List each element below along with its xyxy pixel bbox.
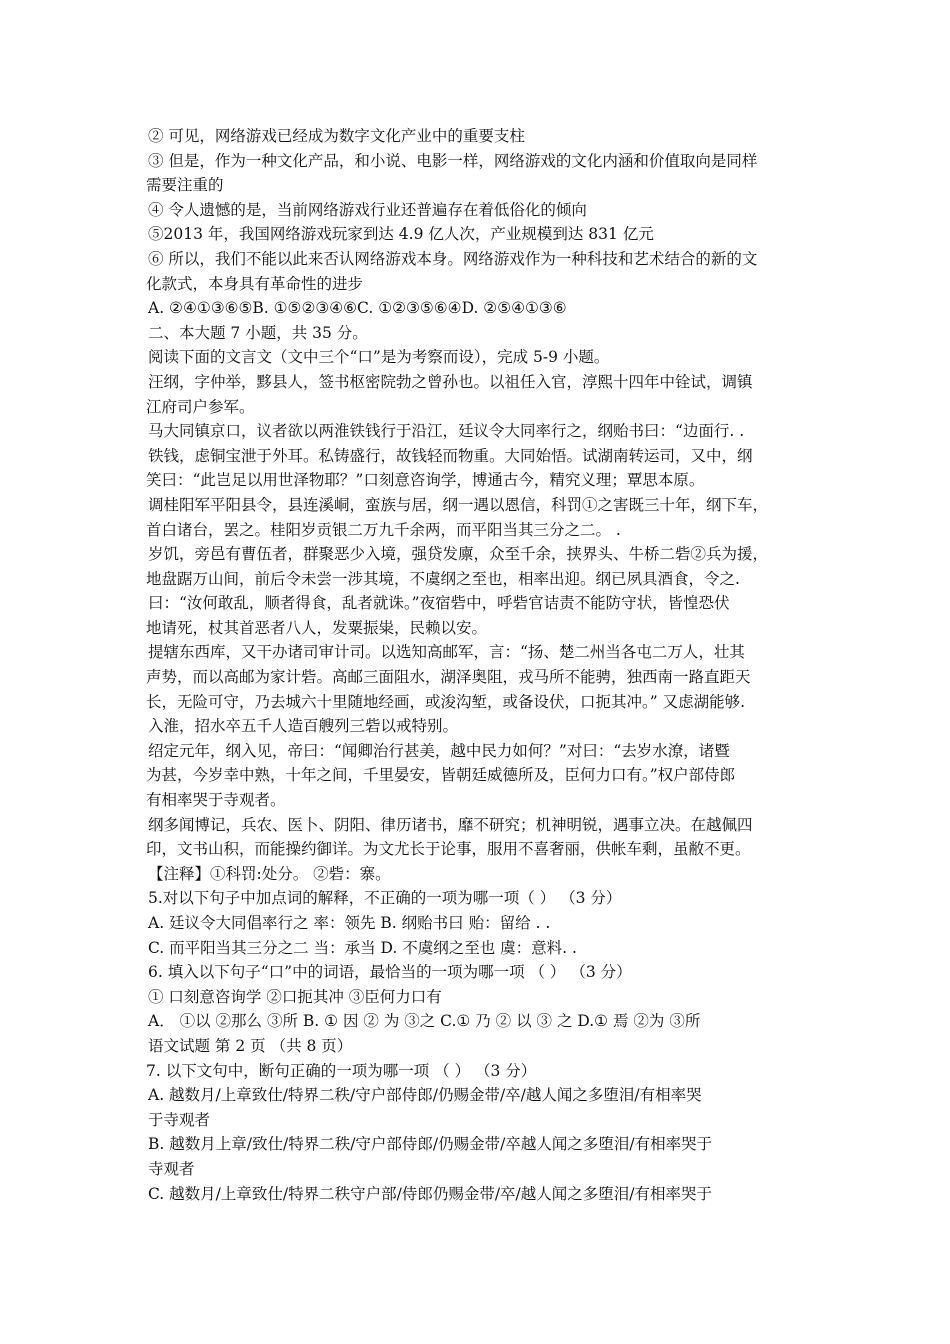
text-line-l25: 入淮，招水卒五千人造百艘列三砦以戒特别。 [148,717,459,736]
document-page [146,124,826,1206]
text-line-l33: A. 廷议令大同倡率行之 率：领先 B. 纲贻书曰 贻：留给 . . [148,914,551,932]
text-line-l27: 为甚，今岁幸中熟，十年之间，千里晏安，皆朝廷威德所及，臣何力口有。”权户部侍郎 [146,766,736,785]
text-line-l35: 6. 填入以下句子“口”中的词语，最恰当的一项为哪一项 （ ） （3 分） [148,963,632,982]
text-line-l24: 长，无险可守，乃去城六十里随地经画，或浚沟堑，或备设伏，口扼其冲。” 又虑湖能够. [146,692,746,711]
text-line-l32: 5.对以下句子中加点词的解释，不正确的一项为哪一项（ ） （3 分） [148,889,622,908]
text-line-l07: 化款式，本身具有革命性的进步 [146,274,364,293]
text-line-l12: 江府司户参军。 [146,397,255,416]
text-line-l05: ⑤2013 年，我国网络游戏玩家到达 4.9 亿人次，产业规模到达 831 亿元 [148,225,654,244]
text-line-l31: 【注释】①科罚:处分。 ②砦：寨。 [148,864,391,883]
text-line-l02: ③ 但是，作为一种文化产品，和小说、电影一样，网络游戏的文化内涵和价值取向是同样 [148,151,758,170]
text-line-l09: 二、本大题 7 小题，共 35 分。 [148,323,368,342]
text-line-l10: 阅读下面的文言文（文中三个“口”是为考察而设），完成 5-9 小题。 [148,348,610,367]
text-line-l37: A． ①以 ②那么 ③所 B. ① 因 ② 为 ③之 C.① 乃 ② 以 ③ 之 D.① 焉 ②为 ③所 [148,1012,701,1031]
text-line-l22: 提辖东西库，又干办诸司审计司。以选知高邮军，言：“扬、楚二州当各屯二万人，壮其 [148,643,745,662]
text-line-l38: 语文试题 第 2 页 （共 8 页） [148,1036,353,1055]
text-line-l06: ⑥ 所以，我们不能以此来否认网络游戏本身。网络游戏作为一种科技和艺术结合的新的文 [148,249,758,268]
text-line-l04: ④ 令人遗憾的是，当前网络游戏行业还普遍存在着低俗化的倾向 [148,200,587,219]
text-line-l42: B. 越数月上章/致仕/特界二秩/守户部侍郎/仍赐金带/卒越人闻之多堕泪/有相率哭于 [148,1135,713,1154]
text-line-l26: 绍定元年，纲入见，帝曰：“闻卿治行甚美，越中民力如何？”对曰：“去岁水潦，诸暨 [148,741,730,760]
text-line-l21: 地请死，杖其首恶者八人，发粟振粜，民赖以安。 [146,618,488,637]
text-line-l44: C. 越数月/上章致仕/特界二秩守户部/侍郎仍赐金带/卒/越人闻之多堕泪/有相率哭于 [148,1184,712,1203]
text-line-l23: 声势，而以高邮为家计砦。高邮三面阻水，湖泽奥阻，戎马所不能骋，独西南一路直距天 [146,668,751,687]
text-line-l34: C. 而平阳当其三分之二 当：承当 D. 不虞纲之至也 虞：意料. . [148,938,577,957]
text-line-l16: 调桂阳军平阳县令，县连溪峒，蛮族与居，纲一遇以恩信，科罚①之害既三十年，纲下车， [148,495,769,514]
text-line-l14: 铁钱，虑铜宝泄于外耳。私铸盛行，故钱轻而物重。大同始悟。试湖南转运司，又中，纲 [148,446,753,465]
text-line-l13: 马大同镇京口，议者欲以两淮铁钱行于沿江，廷议令大同率行之，纲贻书曰：“边面行. . [148,422,745,441]
text-line-l30: 印，文书山积，而能操约御详。为文尤长于论事，服用不喜奢丽，供帐车剩，虽敝不更。 [146,840,751,859]
text-line-l18: 岁饥，旁邑有曹伍者，群聚恶少入境，强贷发廪，众至千余，挟界头、牛桥二砦②兵为援， [148,545,769,564]
text-line-l20: 曰：“汝何敢乱，顺者得食，乱者就诛。”夜宿砦中，呼砦官诘责不能防守状，皆惶恐伏 [148,594,730,613]
text-line-l40: A. 越数月/上章致仕/特界二秩/守户部侍郎/仍赐金带/卒/越人闻之多堕泪/有相率哭 [148,1086,702,1105]
text-line-l41: 于寺观者 [148,1110,211,1129]
text-line-l03: 需要注重的 [146,176,224,195]
text-line-l15: 笑曰：“此岂足以用世泽物耶？”口刻意咨询学，博通古今，精究义理；覃思本原。 [146,471,705,490]
text-line-l11: 汪纲，字仲举，黟县人，签书枢密院勃之曾孙也。以祖任入官，淳熙十四年中铨试，调镇 [148,372,753,391]
text-line-l28: 有相率哭于寺观者。 [146,791,286,810]
text-line-l01: ② 可见，网络游戏已经成为数字文化产业中的重要支柱 [148,127,525,145]
text-line-l39: 7. 以下文句中，断句正确的一项为哪一项 （ ） （3 分） [146,1061,537,1080]
text-line-l17: 首白诸台，罢之。桂阳岁贡银二万九千余两，而平阳当其三分之二。 . [146,520,621,539]
text-line-l29: 纲多闻博记，兵农、医卜、阴阳、律历诸书，靡不研究；机神明锐，遇事立决。在越佩四 [148,815,753,834]
text-line-l36: ① 口刻意咨询学 ②口扼其冲 ③臣何力口有 [148,987,442,1006]
text-line-l19: 地盘踞万山间，前后令未尝一涉其境，不虞纲之至也，相率出迎。纲已夙具酒食，令之. [146,569,740,588]
text-line-l08: A. ②④①③⑥⑤B. ①⑤②③④⑥C. ①②③⑤⑥④D. ②⑤④①③⑥ [148,299,567,318]
text-line-l43: 寺观者 [148,1159,195,1178]
